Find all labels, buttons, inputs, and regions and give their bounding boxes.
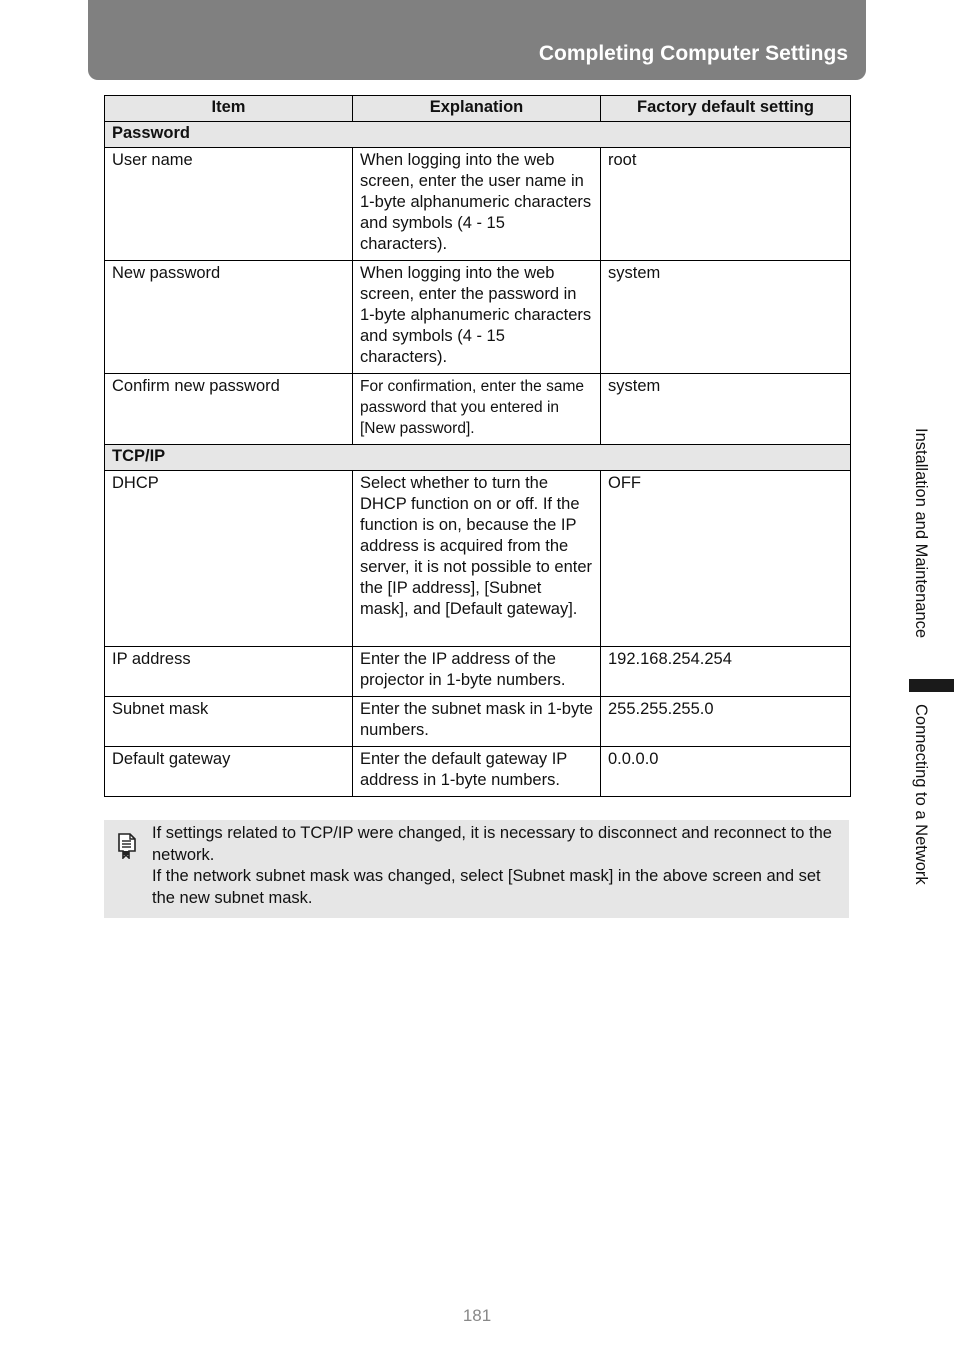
table-header-row (105, 96, 851, 122)
note-line: If settings related to TCP/IP were changed, it is necessary to disconnect and reconnect to the network. (152, 824, 832, 864)
item-cell: IP address (105, 647, 353, 697)
column-header-default: Factory default setting (601, 96, 851, 122)
column-header-item: Item (105, 96, 353, 122)
explanation-cell: For confirmation, enter the same password that you entered in [New password]. (353, 374, 601, 445)
default-cell: root (601, 148, 851, 261)
column-header-explanation: Explanation (353, 96, 601, 122)
default-cell: system (601, 261, 851, 374)
default-cell: 0.0.0.0 (601, 747, 851, 797)
default-cell: 192.168.254.254 (601, 647, 851, 697)
explanation-cell: Enter the subnet mask in 1-byte numbers. (353, 697, 601, 747)
item-cell: Default gateway (105, 747, 353, 797)
table-row (105, 747, 851, 797)
explanation-cell: Select whether to turn the DHCP function on or off. If the function is on, because the IP address is acquired from the server, it is not possible to enter the [IP address], [Subnet mask], and [Default gateway]. (353, 471, 601, 647)
table-row (105, 374, 851, 445)
item-cell: Confirm new password (105, 374, 353, 445)
side-tab-chapter: Installation and Maintenance (912, 428, 930, 639)
settings-table (104, 95, 851, 797)
header-bar (88, 0, 866, 80)
table-row (105, 647, 851, 697)
side-tab-section: Connecting to a Network (912, 704, 930, 885)
table-row (105, 697, 851, 747)
memo-icon (117, 833, 137, 864)
item-cell: Subnet mask (105, 697, 353, 747)
default-cell: system (601, 374, 851, 445)
explanation-cell: Enter the default gateway IP address in 1-byte numbers. (353, 747, 601, 797)
default-cell: 255.255.255.0 (601, 697, 851, 747)
page-number: 181 (462, 1306, 492, 1325)
explanation-cell: Enter the IP address of the projector in 1-byte numbers. (353, 647, 601, 697)
page-title: Completing Computer Settings (538, 42, 848, 65)
item-cell: New password (105, 261, 353, 374)
side-tab-marker (909, 679, 954, 692)
section-row-password (105, 122, 851, 148)
table-row (105, 148, 851, 261)
item-cell: User name (105, 148, 353, 261)
table-row (105, 261, 851, 374)
table-row (105, 471, 851, 647)
note-text (152, 823, 841, 909)
section-title: Password (105, 122, 851, 148)
default-cell: OFF (601, 471, 851, 647)
explanation-cell: When logging into the web screen, enter the password in 1-byte alphanumeric characters and symbols (4 - 15 characters). (353, 261, 601, 374)
section-title: TCP/IP (105, 445, 851, 471)
explanation-cell: When logging into the web screen, enter the user name in 1-byte alphanumeric characters and symbols (4 - 15 characters). (353, 148, 601, 261)
section-row-tcpip (105, 445, 851, 471)
item-cell: DHCP (105, 471, 353, 647)
note-line: If the network subnet mask was changed, select [Subnet mask] in the above screen and set the new subnet mask. (152, 867, 821, 907)
note-box (104, 820, 849, 918)
